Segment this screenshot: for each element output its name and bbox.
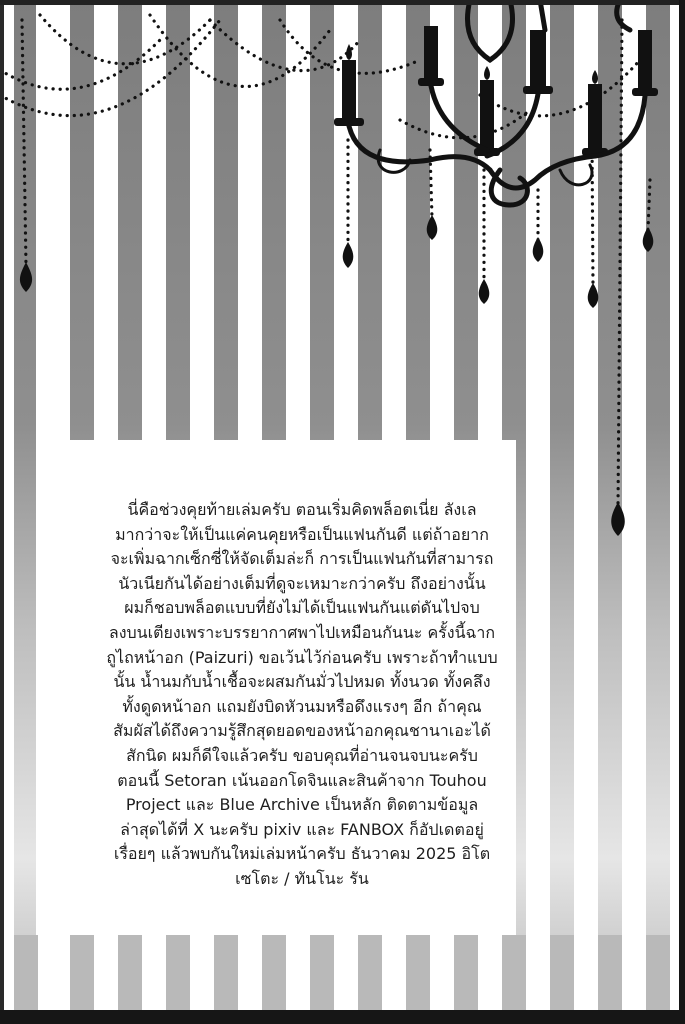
page-edge-right (679, 0, 685, 1024)
page-edge-left (0, 0, 4, 1024)
background-stripe-lower (214, 935, 238, 1010)
afterword-line: เรื่อยๆ แล้วพบกันใหม่เล่มหน้าครับ ธันวาคม 2025 อิโต (113, 844, 491, 864)
afterword-line: Project และ Blue Archive เป็นหลัก ติดตามข้อมูล (125, 795, 479, 815)
page-edge-bottom (0, 1010, 685, 1024)
afterword-line: ทั้งดูดหน้าอก แถมยังบิดหัวนมหรือดึงแรงๆ อีก ถ้าคุณ (122, 696, 482, 716)
chandelier-icon (320, 0, 685, 220)
background-stripe-lower (406, 935, 430, 1010)
afterword-line: นี่คือช่วงคุยท้ายเล่มครับ ตอนเริ่มคิดพล็อตเนี่ย ลังเล (127, 500, 477, 519)
afterword-line: สัมผัสได้ถึงความรู้สึกสุดยอดของหน้าอกคุณชานาเอะได้ (113, 721, 491, 741)
background-stripe-lower (502, 935, 526, 1010)
afterword-line: นั้น น้ำนมกับน้ำเชื้อจะผสมกันมั่วไปหมด ทั้งนวด ทั้งคลึง (113, 672, 491, 692)
afterword-line: นัวเนียกันได้อย่างเต็มที่ดูจะเหมาะกว่าครับ ถึงอย่างนั้น (118, 573, 486, 593)
background-stripe-lower (310, 935, 334, 1010)
afterword-line: สักนิด ผมก็ดีใจแล้วครับ ขอบคุณที่อ่านจนจบนะครับ (126, 745, 478, 765)
afterword-line: ผมก็ชอบพล็อตแบบที่ยังไม่ได้เป็นแฟนกันแต่ดันไปจบ (124, 598, 480, 618)
afterword-line: ถูไถหน้าอก (Paizuri) ขอเว้นไว้ก่อนครับ เพราะถ้าทำแบบ (106, 647, 498, 667)
background-stripe-lower (598, 935, 622, 1010)
afterword-line: ลงบนเตียงเพราะบรรยากาศพาไปเหมือนกันนะ ครั้งนี้ฉาก (108, 622, 496, 642)
afterword-text (52, 498, 552, 892)
background-stripe-lower (70, 935, 94, 1010)
background-stripe-lower (550, 935, 574, 1010)
background-stripe-lower (118, 935, 142, 1010)
background-stripe-lower (454, 935, 478, 1010)
background-stripe-lower (14, 935, 38, 1010)
background-stripe-lower (166, 935, 190, 1010)
afterword-line: เซโตะ / ทันโนะ รัน (235, 868, 369, 888)
background-stripe-lower (358, 935, 382, 1010)
afterword-line: ล่าสุดได้ที่ X นะครับ pixiv และ FANBOX ก็อัปเดตอยู่ (120, 819, 484, 839)
afterword-line: มากว่าจะให้เป็นแค่คนคุยหรือเป็นแฟนกันดี แต่ถ้าอยาก (115, 524, 489, 544)
page-edge-top (0, 0, 685, 5)
background-stripe-lower (262, 935, 286, 1010)
background-stripe-lower (646, 935, 670, 1010)
afterword-line: จะเพิ่มฉากเซ็กซี่ให้จัดเต็มล่ะก็ การเป็นแฟนกันที่สามารถ (110, 549, 494, 569)
afterword-line: ตอนนี้ Setoran เน้นออกโดจินและสินค้าจาก Touhou (117, 770, 487, 790)
